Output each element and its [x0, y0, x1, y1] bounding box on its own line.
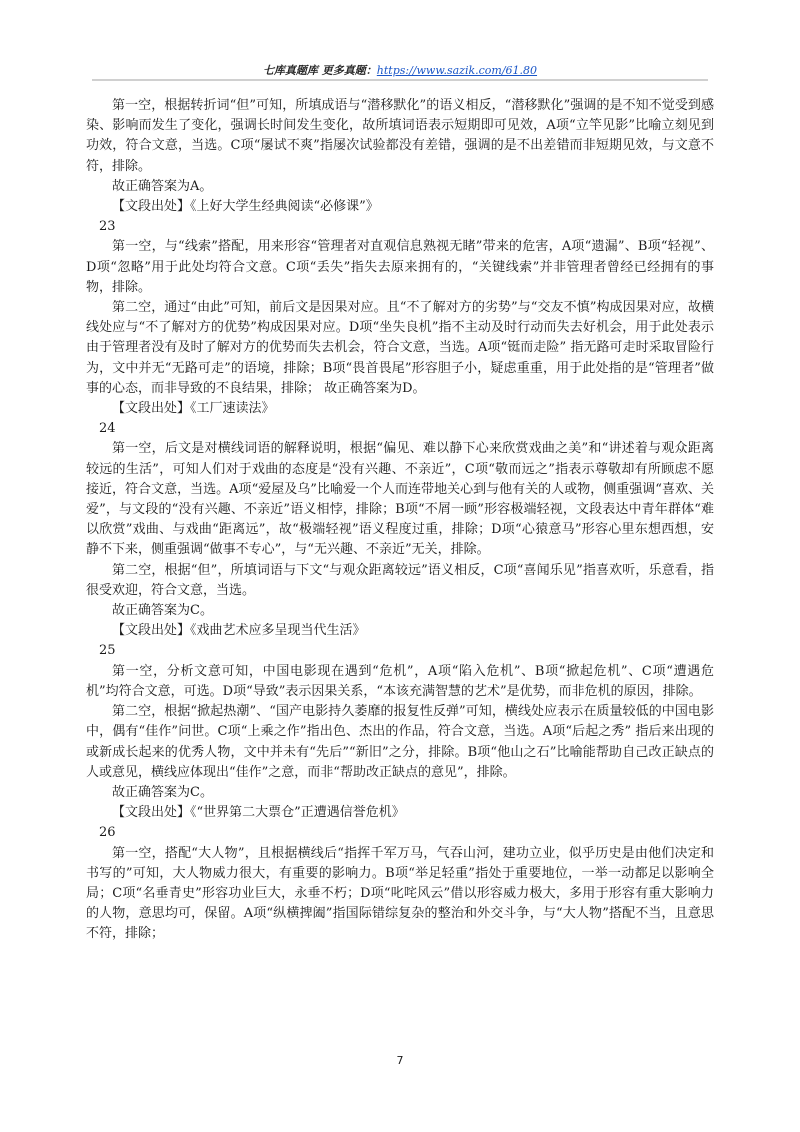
paragraph: 第一空，与“线索”搭配，用来形容“管理者对直观信息熟视无睹”带来的危害，A项“遗漏”、B项“轻视”、D项“忽略”用于此处均符合文意。C项“丢失”指失去原来拥有的，“关键线索”并非管理者曾经已经拥有的事物，排除。 — [86, 239, 714, 295]
page-header — [0, 62, 800, 78]
paragraph: 第二空，根据“但”，所填词语与下文“与观众距离较远”语义相反，C项“喜闻乐见”指喜欢听，乐意看，指很受欢迎，符合文意，当选。 — [86, 562, 714, 598]
paragraph: 第一空，分析文意可知，中国电影现在遇到“危机”，A项“陷入危机”、B项“掀起危机”、C项“遭遇危机”均符合文意，可选。D项“导致”表示因果关系，“本该充满智慧的艺术”是优势，而非危机的原因，排除。 — [86, 663, 714, 699]
paragraph: 【文段出处】《上好大学生经典阅读“必修课”》 — [112, 199, 379, 215]
question-number: 26 — [99, 825, 116, 841]
page-number: 7 — [396, 1054, 404, 1067]
document-body — [86, 96, 714, 945]
paragraph: 【文段出处】《工厂速读法》 — [112, 401, 275, 417]
question-number: 23 — [99, 219, 116, 235]
paragraph: 故正确答案为C。 — [112, 603, 213, 619]
paragraph: 第二空，通过“由此”可知，前后文是因果对应。且“不了解对方的劣势”与“交友不慎”构成因果对应，故横线处应与“不了解对方的优势”构成因果对应。D项“坐失良机”指不主动及时行动而失去好机会，用于此处表示由于管理者没有及时了解对方的优势而失去机会，符合文意，当选。A项“铤而走险” 指无路可走时采取冒险行为，文中并无“无路可走”的语境，排除；B项“畏首畏尾”形容胆子小，疑虑重重，用于此处指的是“管理者”做事的心态，而非导致的不良结果，排除； 故正确答案为D。 — [86, 300, 714, 396]
header-link[interactable]: https://www.sazik.com/61.80 — [376, 64, 538, 77]
paragraph: 故正确答案为A。 — [112, 178, 213, 194]
header-more-label: 更多真题： — [317, 64, 377, 77]
header-site-name: 七库真题库 — [262, 64, 318, 77]
question-number: 24 — [99, 421, 116, 437]
paragraph: 第一空，搭配“大人物”，且根据横线后“指挥千军万马，气吞山河，建功立业，似乎历史是由他们决定和书写的”可知，大人物威力很大，有重要的影响力。B项“举足轻重”指处于重要地位，一举一动都足以影响全局；C项“名垂青史”形容功业巨大，永垂不朽；D项“叱咤风云”借以形容威力极大，多用于形容有重大影响力的人物，意思均可，保留。A项“纵横捭阖”指国际错综复杂的整治和外交斗争，与“大人物”搭配不当，且意思不符，排除； — [86, 845, 714, 942]
paragraph: 【文段出处】《戏曲艺术应多呈现当代生活》 — [112, 623, 366, 639]
question-number: 25 — [99, 643, 116, 659]
paragraph: 第一空，后文是对横线词语的解释说明，根据“偏见、难以静下心来欣赏戏曲之美”和“讲述着与观众距离较远的生活”，可知人们对于戏曲的态度是“没有兴趣、不亲近”，C项“敬而远之”指表示尊敬却有所顾虑不愿接近，符合文意，当选。A项“爱屋及乌”比喻爱一个人而连带地关心到与他有关的人或物，侧重强调“喜欢、关爱”，与文段的“没有兴趣、不亲近”语义相悖，排除；B项“不屑一顾”形容极端轻视，文段表达中青年群体“难以欣赏”戏曲、与戏曲“距离远”，故“极端轻视”语义程度过重，排除；D项“心猿意马”形容心里东想西想，安静不下来，侧重强调“做事不专心”，与“无兴趣、不亲近”无关，排除。 — [86, 441, 714, 558]
paragraph: 【文段出处】《“世界第二大票仓”正遭遇信誉危机》 — [112, 805, 405, 821]
paragraph: 第二空，根据“掀起热潮”、“国产电影持久萎靡的报复性反弹”可知，横线处应表示在质量较低的中国电影中，偶有“佳作”问世。C项“上乘之作”指出色、杰出的作品，符合文意，当选。A项“后起之秀” 指后来出现的或新成长起来的优秀人物，文中并未有“先后”“新旧”之分，排除。B项“他山之石”比喻能帮助自己改正缺点的人或意见，横线应体现出“佳作”之意，而非“帮助改正缺点的意见”，排除。 — [86, 704, 714, 780]
header-divider — [92, 79, 708, 81]
paragraph: 故正确答案为C。 — [112, 784, 213, 800]
paragraph: 第一空，根据转折词“但”可知，所填成语与“潜移默化”的语义相反，“潜移默化”强调的是不知不觉受到感染、影响而发生了变化，强调长时间发生变化，故所填词语表示短期即可见效，A项“立竿见影”比喻立刻见到功效，符合文意，当选。C项“屡试不爽”指屡次试验都没有差错，强调的是不出差错而非短期见效，与文意不符，排除。 — [86, 98, 714, 174]
